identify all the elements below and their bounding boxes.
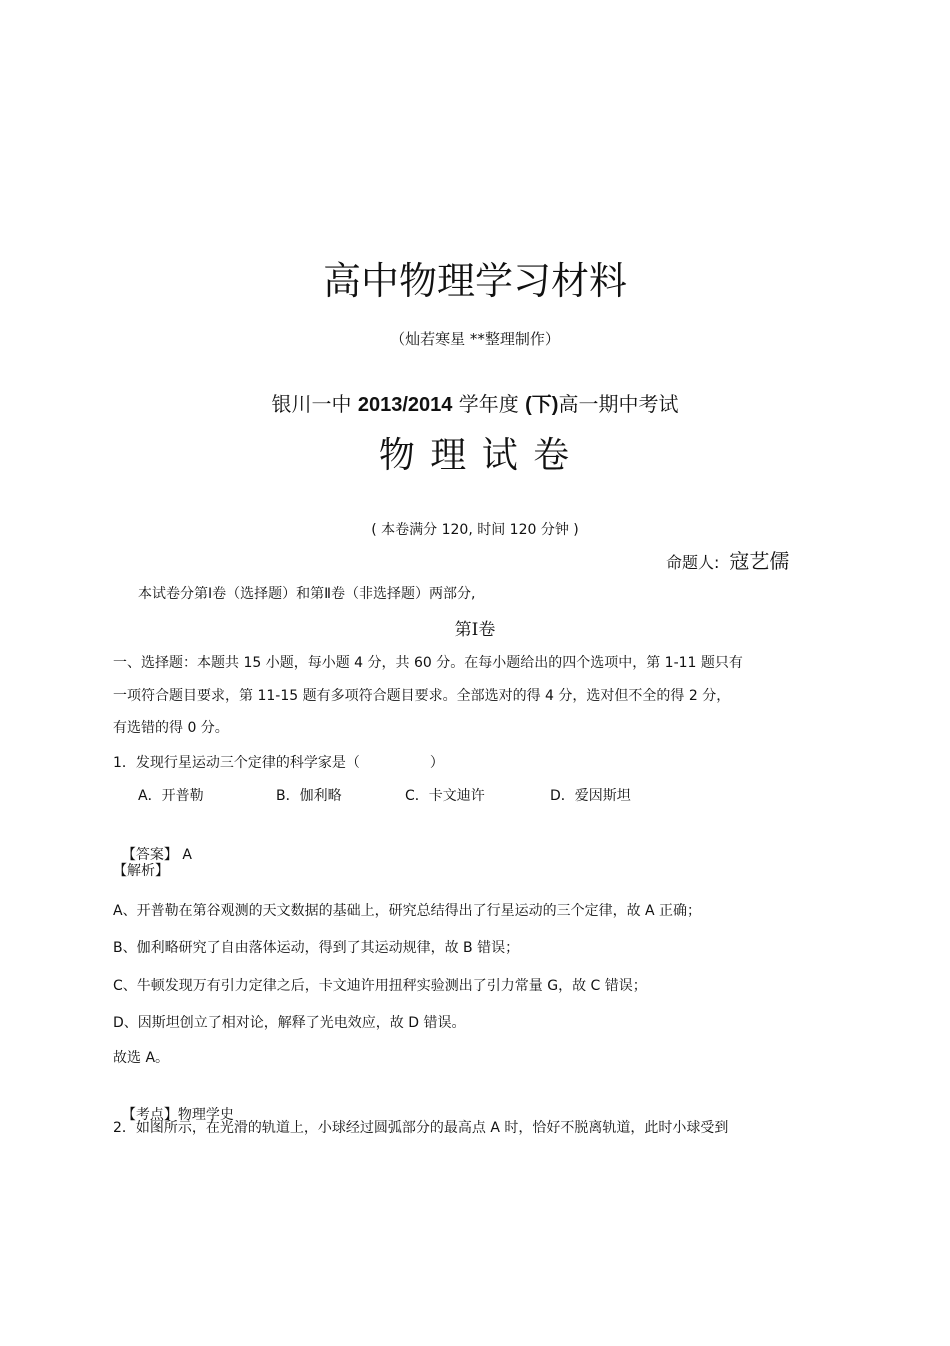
q1-option-d: D．爱因斯坦: [550, 788, 631, 804]
author-line: [666, 549, 789, 575]
exam-title-term: (下): [525, 394, 559, 416]
analysis-label: 【解析】: [113, 863, 169, 879]
subject-title: 物 理 试 卷: [378, 435, 572, 476]
analysis-line-d: D、因斯坦创立了相对论，解释了光电效应，故 D 错误。: [113, 1015, 466, 1031]
conclusion-line: 故选 A。: [113, 1050, 170, 1066]
question-1-stem: 1．发现行星运动三个定律的科学家是（ ）: [113, 755, 444, 771]
analysis-line-a: A、开普勒在第谷观测的天文数据的基础上，研究总结得出了行星运动的三个定律，故 A 正确；: [113, 903, 702, 919]
exam-title-prefix: 银川一中: [271, 392, 358, 416]
answer-value: A: [182, 847, 192, 863]
q1-option-a: A．开普勒: [138, 788, 204, 804]
answer-label: 【答案】: [121, 847, 178, 863]
exam-title-suffix: 高一期中考试: [558, 392, 679, 416]
intro-text: 本试卷分第Ⅰ卷（选择题）和第Ⅱ卷（非选择题）两部分,: [138, 586, 476, 602]
author-name: 寇艺儒: [729, 549, 790, 573]
instruction-line-2: 一项符合题目要求，第 11-15 题有多项符合题目要求。全部选对的得 4 分，选对但不全的得 2 分，: [113, 688, 731, 704]
document-main-title: 高中物理学习材料: [322, 259, 627, 303]
exam-title-mid: 学年度: [452, 392, 526, 416]
q1-answer-line: [113, 825, 192, 865]
q1-option-c: C．卡文迪许: [405, 788, 485, 804]
document-credit: （灿若寒星 **整理制作）: [390, 330, 560, 348]
exam-title: [0, 390, 950, 419]
instruction-line-1: 一、选择题：本题共 15 小题，每小题 4 分，共 60 分。在每小题给出的四个选项中，第 1-11 题只有: [113, 655, 743, 671]
score-info: ( 本卷满分 120, 时间 120 分钟 ): [371, 522, 579, 538]
topic-label: 【考点】: [121, 1107, 178, 1123]
author-label: 命题人:: [666, 553, 720, 572]
part-title: 第Ⅰ卷: [454, 620, 496, 640]
analysis-line-c: C、牛顿发现万有引力定律之后，卡文迪许用扭秤实验测出了引力常量 G，故 C 错误；: [113, 978, 647, 994]
q1-option-b: B．伽利略: [276, 788, 342, 804]
instruction-line-3: 有选错的得 0 分。: [113, 720, 229, 736]
exam-title-year: 2013/2014: [357, 394, 453, 416]
topic-value: 物理学史: [177, 1107, 234, 1123]
analysis-line-b: B、伽利略研究了自由落体运动，得到了其运动规律，故 B 错误；: [113, 940, 520, 956]
question-2-stem: 2．如图所示，在光滑的轨道上，小球经过圆弧部分的最高点 A 时，恰好不脱离轨道，此时小球受到: [113, 1120, 729, 1136]
